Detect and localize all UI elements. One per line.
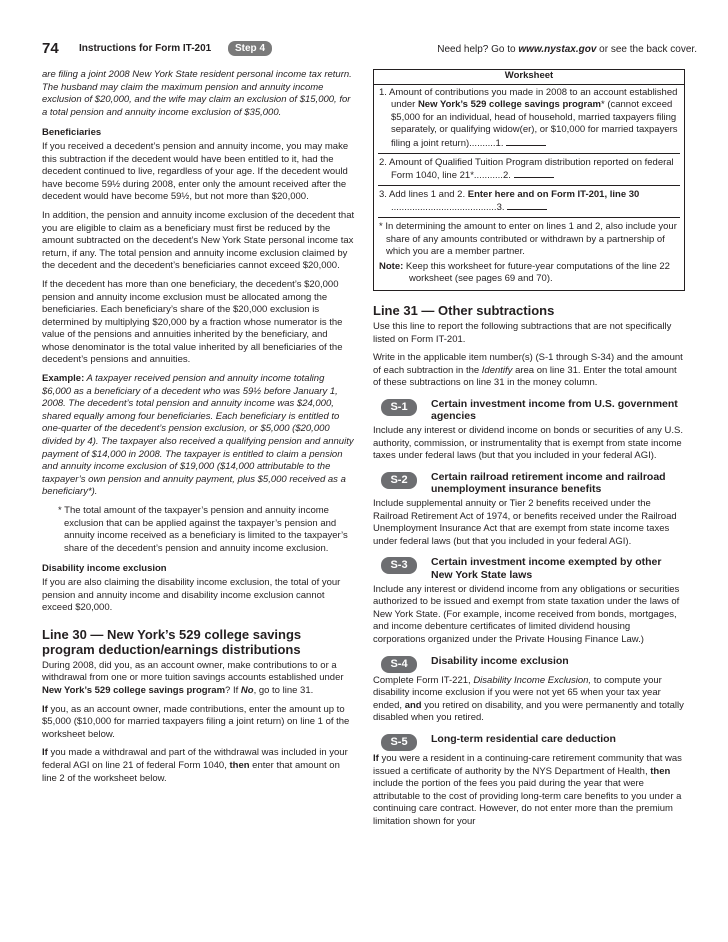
- s5-then: then: [650, 765, 671, 777]
- s1-text: Include any interest or dividend income on bonds or securities of any U.S. authority, commission, or instrumentality that is exempt from state income taxes under federal laws (but that you included in your federal AGI).: [373, 425, 683, 462]
- subtraction-s2-header: [373, 471, 685, 496]
- footnote: * The total amount of the taxpayer’s pension and annuity income exclusion that can be applied against the taxpayer’s pension and annuity income received as a beneficiary is limited to the taxpayer’s share of the decedent’s pension and annuity income exclusion.: [58, 505, 348, 554]
- beneficiaries-paragraph-1: If you received a decedent’s pension and annuity income, you may make this subtraction if the decedent would have been entitled to it, had the decedent continued to live, regardless of your age. If the decedent would have become 59½ during 2008, enter only the amount received after the decedent would have become 59½, but not more than $20,000.: [42, 140, 349, 203]
- worksheet-box: [373, 69, 685, 291]
- ws-item3-dots: ........................................3.: [391, 202, 505, 214]
- help-prefix: Need help? Go to: [437, 44, 519, 55]
- s5-title: Long-term residential care deduction: [431, 732, 616, 745]
- s2-title: Certain railroad retirement income and railroad unemployment insurance benefits: [431, 470, 666, 496]
- example-text: A taxpayer received pension and annuity income totaling $6,000 as a beneficiary of a decedent who was 59½ before January 1, 2008. The decedent’s total pension and annuity income was $24,000, shared equally among four beneficiaries. Each beneficiary is entitled to one-quarter of the decedent’s pension exclusion, or $5,000 ($20,000 divided by 4). The taxpayer also received a qualifying pension and annuity payment of $14,000 in 2008. The taxpayer is entitled to claim a pension and annuity income exclusion of $19,000 ($14,000 attributable to the taxpayer’s own pension and annuity payment, plus $5,000 received as a beneficiary*).: [42, 373, 354, 498]
- line31-p2-identify: Identify: [481, 364, 513, 376]
- example-label: Example:: [42, 373, 85, 385]
- disability-heading: Disability income exclusion: [42, 563, 167, 575]
- subtraction-s3-header: [373, 556, 685, 581]
- line30-p1-goto: , go to line 31.: [253, 684, 314, 696]
- worksheet-line-3-field[interactable]: [507, 201, 547, 210]
- subtraction-s1-header: [373, 398, 685, 423]
- s4-form-name: Disability Income Exclusion,: [473, 674, 592, 686]
- s4-text-e: you retired on disability, and you were permanently and totally disabled when you retired.: [373, 699, 684, 724]
- line30-p3-if: If: [42, 747, 48, 759]
- line30-p2-text: you, as an account owner, made contributions, enter the amount up to $5,000 ($10,000 for married taxpayers filing a joint return) on line 1 of the worksheet below.: [42, 703, 350, 740]
- s4-and: and: [404, 699, 422, 711]
- line30-paragraph-1: [42, 660, 356, 698]
- line31-p2-text: Write in the applicable item number(s) (S-1 through S-34) and the amount of each subtraction in the: [373, 352, 683, 376]
- subtraction-s5-header: [373, 733, 685, 751]
- s2-badge: S-2: [381, 472, 417, 489]
- s5-text-b: you were a resident in a continuing-care retirement community that was issued a certificate of authority by the NYS Department of Health,: [373, 752, 682, 777]
- s3-title: Certain investment income exempted by other New York State laws: [431, 556, 662, 581]
- intro-paragraph: are filing a joint 2008 New York State resident personal income tax return. The husband may claim the maximum pension and annuity income exclusion of $20,000, and the wife may claim an exclusion of $15,000, for a total pension and annuity income exclusion of $35,000.: [42, 69, 352, 118]
- s4-text: [373, 675, 685, 725]
- s2-text: Include supplemental annuity or Tier 2 benefits received under the Railroad Retirement Act of 1974, or benefits received under the Railroad Unemployment Insurance Act that are exempt from state income taxes under federal laws (but that you included in your federal AGI).: [373, 498, 677, 547]
- s3-badge: S-3: [381, 557, 417, 574]
- s3-text: Include any interest or dividend income from any obligations or securities authorized to be issued and exempt from state taxation under the laws of New York State. (For example, income received from bonds, mortgages, and income debenture certificates of limited dividend housing corporations organized under the Private Housing Finance Law.): [373, 583, 680, 645]
- line30-p3-then: then: [229, 759, 250, 771]
- s5-text-d: include the portion of the fees you paid during the year that were attributable to the cost of providing long-term care benefits to you under a continuing care contract. However, do not enter more than the premium limitation shown for your: [373, 778, 682, 827]
- line30-p2-if: If: [42, 703, 48, 715]
- line30-paragraph-2: [42, 704, 356, 742]
- worksheet-item-2: [378, 157, 680, 186]
- help-link[interactable]: www.nystax.gov: [518, 44, 597, 55]
- ws-item2-text: 2. Amount of Qualified Tuition Program distribution reported on federal Form 1040, line 21*...........2.: [379, 156, 674, 182]
- line31-heading: Line 31 — Other subtractions: [373, 302, 555, 318]
- s4-title: Disability income exclusion: [431, 654, 569, 667]
- line31-paragraph-1: Use this line to report the following subtractions that are not specifically listed on Form IT-201.: [373, 320, 672, 345]
- worksheet-note-1: * In determining the amount to enter on lines 1 and 2, also include your share of any amounts contributed or withdrawn by a partnership of which you are a member partner.: [379, 220, 677, 258]
- line30-heading: Line 30 — New York’s 529 college savings program deduction/earnings distributions: [42, 626, 302, 657]
- s4-text-a: Complete Form IT-221,: [373, 674, 474, 686]
- worksheet-line-2-field[interactable]: [514, 169, 554, 178]
- ws-item3-text: 3. Add lines 1 and 2.: [379, 188, 468, 200]
- s4-badge: S-4: [381, 656, 417, 673]
- page-number: 74: [42, 40, 59, 57]
- worksheet-title: Worksheet: [374, 70, 684, 85]
- help-suffix: or see the back cover.: [596, 44, 697, 55]
- s5-text: [373, 753, 685, 829]
- ws-note-label: Note:: [379, 260, 404, 272]
- worksheet-item-1: [378, 87, 680, 154]
- form-title: Instructions for Form IT-201: [79, 43, 212, 54]
- step-badge: Step 4: [228, 41, 272, 56]
- ws-note-text: Keep this worksheet for future-year computations of the line 22 worksheet (see pages 69 and 70).: [403, 260, 670, 285]
- s1-title: Certain investment income from U.S. government agencies: [431, 397, 678, 423]
- ws-item1-program: New York’s 529 college savings program: [417, 99, 601, 111]
- left-column: [42, 69, 356, 791]
- line31-p2-rest: area on line 31. Enter the total amount of these subtractions on line 31 in the money column.: [373, 364, 677, 389]
- line30-p3-text: you made a withdrawal and part of the withdrawal was included in your federal AGI on line 21 of federal Form 1040,: [42, 747, 348, 771]
- right-column: [373, 69, 685, 835]
- beneficiaries-paragraph-3: If the decedent has more than one beneficiary, the decedent’s $20,000 pension and annuity income exclusion must be allocated among the beneficiaries. Each beneficiary’s share of the $20,000 exclusion is determined by multiplying $20,000 by a fraction whose numerator is the value of the pensions and annuities inherited by the beneficiary, and whose denominator is the total value inherited by all beneficiaries of the decedent’s pensions and annuities.: [42, 278, 343, 366]
- s4-text-c: to compute your disability income exclusion if you were not yet 65 when your tax year ended,: [373, 674, 662, 711]
- line31-paragraph-2: [373, 352, 685, 390]
- beneficiaries-heading: Beneficiaries: [42, 127, 102, 139]
- s5-if: If: [373, 752, 379, 764]
- line30-paragraph-3: [42, 747, 356, 785]
- help-text: [437, 44, 697, 55]
- disability-text: If you are also claiming the disability income exclusion, the total of your pension and annuity income and disability income exclusion cannot exceed $20,000.: [42, 576, 341, 614]
- ws-item1-rest: * (cannot exceed $5,000 for an individual, head of household, married taxpayers filing separately, or qualifying widow(er), or $10,000 for married taxpayers filing a joint return)..........1.: [391, 99, 678, 149]
- beneficiaries-paragraph-2: In addition, the pension and annuity income exclusion of the decedent that you are eligible to claim as a beneficiary must first be reduced by the amount subtracted on the decedent’s New York State personal income tax return, if any. The total pension and annuity income exclusion claimed by the decedent and the decedent’s beneficiaries cannot exceed $20,000.: [42, 209, 355, 272]
- line30-p3-end: enter that amount on line 2 of the worksheet below.: [42, 759, 340, 784]
- worksheet-line-1-field[interactable]: [506, 137, 546, 146]
- line30-p1-program: New York’s 529 college savings program: [42, 684, 226, 696]
- s5-badge: S-5: [381, 734, 417, 751]
- line30-p1-if: ? If: [225, 684, 241, 696]
- example-paragraph: [42, 373, 356, 499]
- ws-item1-text: 1. Amount of contributions you made in 2008 to an account established under: [379, 86, 678, 111]
- ws-item3-enter: Enter here and on Form IT-201, line 30: [467, 188, 640, 200]
- line30-p1-no: No: [240, 684, 254, 696]
- subtraction-s4-header: [373, 655, 685, 673]
- worksheet-item-3: [378, 189, 680, 218]
- page-header: [42, 40, 697, 60]
- worksheet-note-2: [378, 261, 680, 286]
- line30-p1-text: During 2008, did you, as an account owner, make contributions to or a withdrawal from one or more tuition savings accounts established under: [42, 659, 344, 684]
- s1-badge: S-1: [381, 399, 417, 416]
